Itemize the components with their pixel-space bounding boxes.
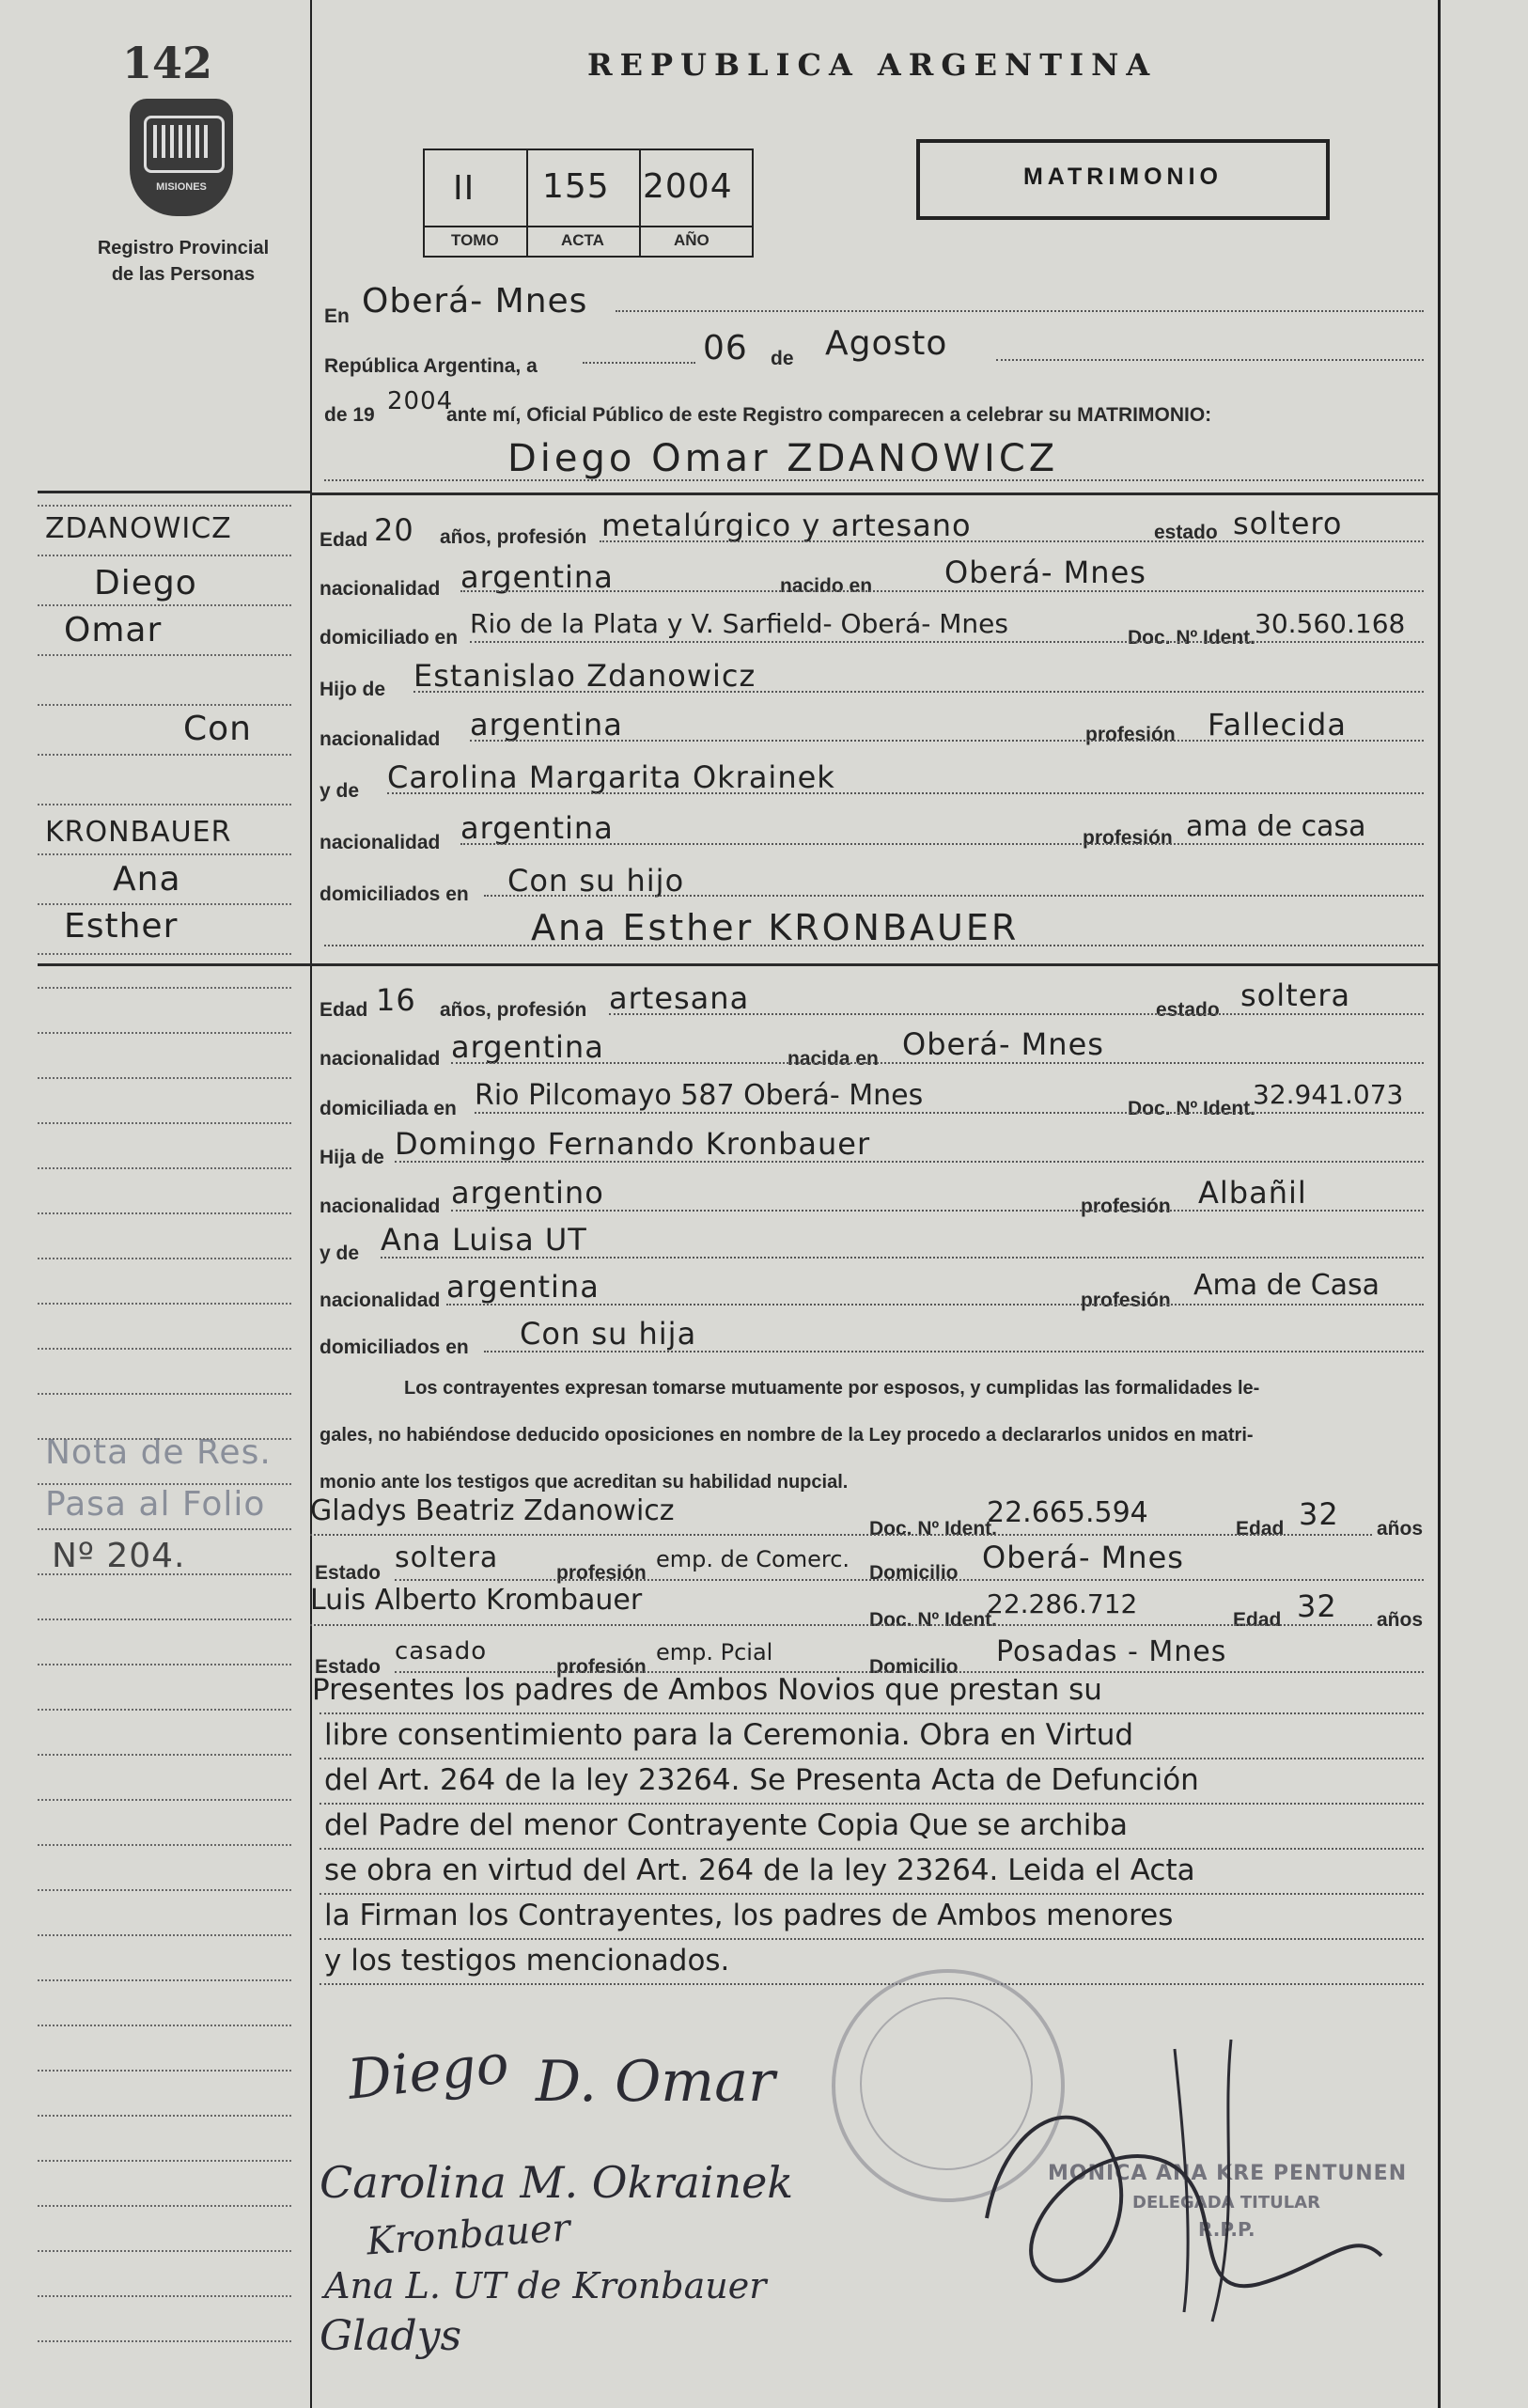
bride-padre: Domingo Fernando Kronbauer — [395, 1126, 871, 1162]
note-line: la Firman los Contrayentes, los padres de Ambos menores — [324, 1899, 1174, 1932]
margin-rule-line — [38, 1438, 291, 1440]
signature-bride-father: Kronbauer — [365, 2206, 572, 2264]
stamp-line2: DELEGADA TITULAR — [1132, 2193, 1320, 2213]
margin-note-line2: Pasa al Folio — [45, 1485, 266, 1524]
margin-rule-line — [38, 1709, 291, 1711]
groom-madre-nac: argentina — [460, 810, 614, 846]
bride-padre-prof: Albañil — [1198, 1175, 1307, 1211]
bride-madre-nac-label: nacionalidad — [320, 1290, 441, 1311]
margin-rule-line — [38, 555, 291, 556]
groom-nacido-label: nacido en — [780, 575, 873, 597]
witness2-estado-label: Estado — [315, 1656, 382, 1678]
anio-value: 2004 — [643, 167, 733, 206]
registry-name — [66, 235, 301, 288]
note-line: Presentes los padres de Ambos Novios que prestan su — [312, 1673, 1102, 1707]
margin-rule-line — [38, 1799, 291, 1801]
witness2-profesion-label: profesión — [556, 1656, 647, 1678]
page-number: 142 — [122, 38, 213, 88]
margin-rule-line — [38, 754, 291, 756]
groom-dom-label: domiciliados en — [320, 883, 469, 905]
signature-bride-mother: Ana L. UT de Kronbauer — [324, 2265, 767, 2306]
bride-dom: Con su hija — [520, 1316, 697, 1352]
groom-madre: Carolina Margarita Okrainek — [387, 759, 835, 795]
bride-estado-label: estado — [1156, 999, 1220, 1021]
bride-nac-label: nacionalidad — [320, 1048, 441, 1070]
bride-fullname: Ana Esther KRONBAUER — [531, 907, 1020, 948]
declaration-line1: Los contrayentes expresan tomarse mutuamente por esposos, y cumplidas las formalidades le- — [404, 1378, 1260, 1399]
margin-rule-line — [38, 1754, 291, 1756]
margin-rule-line — [38, 1889, 291, 1891]
signature-groom-2: D. Omar — [536, 2049, 775, 2115]
witness1-domicilio-label: Domicilio — [869, 1562, 959, 1584]
bride-yde-label: y de — [320, 1243, 360, 1264]
margin-rule-line — [38, 1844, 291, 1846]
groom-profesion: metalúrgico y artesano — [601, 508, 972, 543]
doc-type-title: MATRIMONIO — [1022, 164, 1223, 190]
note-line: del Padre del menor Contrayente Copia Que se archiba — [324, 1808, 1129, 1842]
bride-domicilio: Rio Pilcomayo 587 Oberá- Mnes — [475, 1079, 924, 1112]
margin-rule-line — [38, 804, 291, 805]
groom-anios-profesion-label: años, profesión — [440, 526, 587, 548]
en-label: En — [324, 305, 350, 327]
year-prefix-label: de 19 — [324, 404, 375, 426]
witness1-profesion-label: profesión — [556, 1562, 647, 1584]
margin-rule-line — [38, 987, 291, 989]
bride-anios-profesion-label: años, profesión — [440, 999, 587, 1021]
margin-rule-line — [38, 2250, 291, 2252]
doc-type-box — [916, 139, 1330, 220]
republica-label: República Argentina, a — [324, 355, 538, 377]
note-line: y los testigos mencionados. — [324, 1944, 730, 1978]
margin-con: Con — [183, 710, 252, 748]
margin-rule-line — [38, 1122, 291, 1124]
margin-rule-line — [38, 1212, 291, 1214]
margin-rule-line — [38, 1618, 291, 1620]
witness1-edad-label: Edad — [1236, 1518, 1285, 1540]
bride-domicilio-label: domiciliada en — [320, 1098, 457, 1119]
margin-rule-line — [38, 1573, 291, 1575]
witness1-doc: 22.665.594 — [987, 1496, 1148, 1529]
groom-padre-nac: argentina — [470, 707, 623, 743]
groom-fullname: Diego Omar ZDANOWICZ — [507, 437, 1059, 480]
declaration-line2: gales, no habiéndose deducido oposiciones en nombre de la Ley procedo a declararlos unidos en matri- — [320, 1425, 1254, 1446]
margin-rule-line — [38, 604, 291, 606]
witness1-name: Gladys Beatriz Zdanowicz — [310, 1494, 675, 1527]
margin-rule-line — [38, 1664, 291, 1665]
margin-rule-line — [38, 1077, 291, 1079]
note-line: se obra en virtud del Art. 264 de la ley 23264. Leida el Acta — [324, 1853, 1195, 1887]
witness2-doc-label: Doc. Nº Ident. — [869, 1609, 998, 1631]
bride-madre: Ana Luisa UT — [381, 1222, 587, 1258]
margin-rule-line — [38, 1167, 291, 1169]
registry-line2: de las Personas — [111, 264, 256, 285]
bride-padre-nac: argentino — [451, 1175, 604, 1211]
note-line: libre consentimiento para la Ceremonia. Obra en Virtud — [324, 1718, 1134, 1752]
groom-padre-nac-label: nacionalidad — [320, 728, 441, 750]
margin-rule-line — [38, 2295, 291, 2297]
bride-estado: soltera — [1240, 977, 1351, 1013]
margin-rule-line — [38, 903, 291, 905]
margin-rule-line — [38, 1483, 291, 1485]
margin-rule-line — [38, 1303, 291, 1305]
witness1-doc-label: Doc. Nº Ident. — [869, 1518, 998, 1540]
bride-dom-label: domiciliados en — [320, 1337, 469, 1358]
section-divider-1 — [310, 493, 1438, 495]
section-divider-2 — [310, 963, 1438, 966]
left-border-rule — [310, 0, 312, 2408]
margin-rule-line — [38, 853, 291, 855]
signature-groom-mother: Carolina M. Okrainek — [320, 2157, 794, 2208]
bride-doc: 32.941.073 — [1253, 1079, 1404, 1110]
tomo-label: TOMO — [451, 231, 499, 249]
witness2-name: Luis Alberto Krombauer — [310, 1584, 643, 1617]
witness2-edad: 32 — [1297, 1588, 1337, 1624]
tomo-value: II — [453, 169, 476, 208]
groom-yde-label: y de — [320, 780, 360, 802]
registry-line1: Registro Provincial — [97, 238, 270, 258]
note-line: del Art. 264 de la ley 23264. Se Presenta Acta de Defunción — [324, 1763, 1199, 1797]
margin-rule-line — [38, 2160, 291, 2162]
witness2-domicilio-label: Domicilio — [869, 1656, 959, 1678]
margin-rule-line — [38, 1528, 291, 1530]
margin-groom-surname: ZDANOWICZ — [45, 512, 232, 545]
groom-padre: Estanislao Zdanowicz — [413, 658, 756, 694]
groom-nacionalidad: argentina — [460, 559, 614, 595]
witness1-estado-label: Estado — [315, 1562, 382, 1584]
bride-padre-prof-label: profesión — [1081, 1196, 1171, 1217]
margin-bride-surname: KRONBAUER — [45, 816, 232, 849]
margin-note-line3: Nº 204. — [52, 1537, 186, 1575]
bride-nacida: Oberá- Mnes — [902, 1026, 1104, 1062]
reference-box — [423, 149, 754, 258]
margin-bride-name2: Esther — [64, 907, 179, 946]
right-border-rule — [1438, 0, 1441, 2408]
witness1-anios-label: años — [1377, 1518, 1424, 1540]
witness2-profesion: emp. Pcial — [656, 1639, 773, 1665]
margin-groom-name2: Omar — [64, 611, 163, 649]
bride-nacionalidad: argentina — [451, 1029, 604, 1065]
witness1-profesion: emp. de Comerc. — [656, 1546, 850, 1572]
month-value: Agosto — [825, 324, 948, 363]
bride-edad-label: Edad — [320, 999, 368, 1021]
groom-hijo-label: Hijo de — [320, 679, 386, 700]
margin-rule-line — [38, 2205, 291, 2207]
de-label: de — [771, 348, 794, 369]
groom-doc-label: Doc. Nº Ident. — [1128, 627, 1256, 649]
signature-official-scribble — [949, 2030, 1391, 2340]
anio-label: AÑO — [674, 231, 709, 249]
margin-rule-line — [38, 505, 291, 507]
country-title: REPUBLICA ARGENTINA — [587, 47, 1158, 83]
groom-edad-label: Edad — [320, 529, 368, 551]
witness2-estado: casado — [395, 1637, 488, 1665]
bride-madre-prof-label: profesión — [1081, 1290, 1171, 1311]
margin-rule-line — [38, 1979, 291, 1981]
day-value: 06 — [703, 329, 748, 367]
groom-estado-label: estado — [1154, 522, 1218, 543]
bride-doc-label: Doc. Nº Ident. — [1128, 1098, 1256, 1119]
margin-rule-line — [38, 1032, 291, 1034]
groom-padre-prof: Fallecida — [1208, 707, 1347, 743]
bride-nacida-label: nacida en — [787, 1048, 879, 1070]
groom-dom: Con su hijo — [507, 863, 685, 899]
witness2-anios-label: años — [1377, 1609, 1424, 1631]
witness2-doc: 22.286.712 — [987, 1588, 1138, 1619]
witness2-domicilio: Posadas - Mnes — [996, 1635, 1227, 1668]
province-seal — [130, 99, 233, 216]
margin-divider — [38, 963, 310, 966]
witness1-estado: soltera — [395, 1541, 499, 1574]
margin-rule-line — [38, 654, 291, 656]
bride-hija-label: Hija de — [320, 1147, 384, 1168]
margin-rule-line — [38, 2025, 291, 2026]
groom-domicilio-label: domiciliado en — [320, 627, 459, 649]
margin-rule-line — [38, 1348, 291, 1350]
acta-label: ACTA — [561, 231, 604, 249]
margin-rule-line — [38, 1934, 291, 1936]
bride-madre-prof: Ama de Casa — [1193, 1269, 1380, 1302]
declaration-line3: monio ante los testigos que acreditan su habilidad nupcial. — [320, 1472, 849, 1493]
witness1-domicilio: Oberá- Mnes — [982, 1540, 1184, 1575]
margin-rule-line — [38, 953, 291, 955]
groom-madre-nac-label: nacionalidad — [320, 832, 441, 853]
seal-text: MISIONES — [156, 181, 207, 193]
acta-value: 155 — [542, 167, 610, 206]
year-value: 2004 — [387, 387, 454, 415]
place-value: Oberá- Mnes — [362, 282, 588, 321]
groom-padre-prof-label: profesión — [1085, 724, 1176, 745]
margin-rule-line — [38, 2340, 291, 2342]
bride-madre-nac: argentina — [446, 1269, 600, 1305]
margin-note-line1: Nota de Res. — [45, 1433, 272, 1472]
stamp-line3: R.P.P. — [1198, 2218, 1255, 2241]
statement: ante mí, Oficial Público de este Registro comparecen a celebrar su MATRIMONIO: — [446, 404, 1212, 426]
margin-rule-line — [38, 704, 291, 706]
groom-domicilio: Rio de la Plata y V. Sarfield- Oberá- Mnes — [470, 608, 1008, 639]
bride-padre-nac-label: nacionalidad — [320, 1196, 441, 1217]
signature-witness: Gladys — [320, 2312, 462, 2360]
margin-rule-line — [38, 2115, 291, 2117]
witness1-edad: 32 — [1299, 1496, 1339, 1532]
groom-madre-prof-label: profesión — [1083, 827, 1173, 849]
margin-bride-name1: Ana — [113, 860, 181, 899]
margin-divider — [38, 491, 310, 493]
signature-groom: Diego — [344, 2031, 512, 2112]
bride-profesion: artesana — [609, 980, 750, 1016]
groom-edad: 20 — [374, 512, 414, 548]
witness2-edad-label: Edad — [1233, 1609, 1282, 1631]
groom-doc: 30.560.168 — [1255, 608, 1406, 639]
groom-nacido: Oberá- Mnes — [944, 555, 1146, 590]
margin-rule-line — [38, 2070, 291, 2072]
margin-rule-line — [38, 1258, 291, 1259]
groom-nac-label: nacionalidad — [320, 578, 441, 600]
margin-groom-name1: Diego — [94, 564, 197, 602]
margin-rule-line — [38, 1393, 291, 1395]
bride-edad: 16 — [376, 982, 416, 1018]
groom-estado: soltero — [1233, 506, 1343, 541]
stamp-line1: MONICA ANA KRE PENTUNEN — [1048, 2162, 1408, 2185]
groom-madre-prof: ama de casa — [1186, 810, 1366, 843]
